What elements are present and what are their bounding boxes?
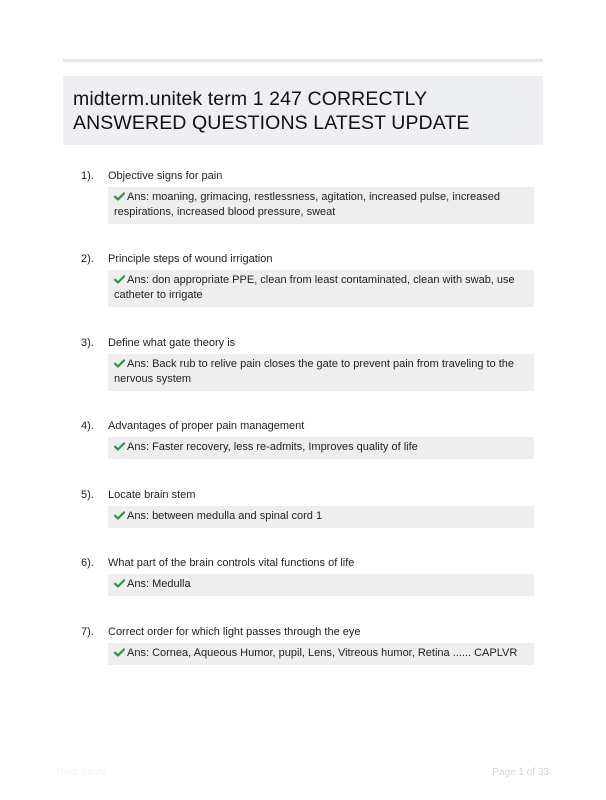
title-banner xyxy=(63,76,543,145)
answer-box xyxy=(108,506,534,528)
check-icon xyxy=(114,511,125,520)
footer-brand: Rest Study xyxy=(57,767,106,778)
check-icon xyxy=(114,648,125,657)
question-text: What part of the brain controls vital functions of life xyxy=(108,557,355,569)
question-number: 5). xyxy=(81,489,94,501)
question-number: 2). xyxy=(81,253,94,265)
answer-text: Ans: Faster recovery, less re-admits, Improves quality of life xyxy=(127,441,418,453)
answer-box xyxy=(108,354,534,391)
document-title: midterm.unitek term 1 247 CORRECTLY ANSWERED QUESTIONS LATEST UPDATE xyxy=(73,88,470,134)
question-number: 4). xyxy=(81,420,94,432)
top-divider xyxy=(63,59,543,62)
question-text: Correct order for which light passes through the eye xyxy=(108,626,361,638)
check-icon xyxy=(114,579,125,588)
answer-text: Ans: Medulla xyxy=(127,578,191,590)
answer-box xyxy=(108,574,534,596)
answer-text: Ans: moaning, grimacing, restlessness, agitation, increased pulse, increased respirations, increased blood pressure, sweat xyxy=(114,191,500,218)
question-text: Principle steps of wound irrigation xyxy=(108,253,273,265)
answer-text: Ans: Cornea, Aqueous Humor, pupil, Lens, Vitreous humor, Retina ...... CAPLVR xyxy=(127,647,518,659)
answer-box xyxy=(108,270,534,307)
answer-text: Ans: don appropriate PPE, clean from least contaminated, clean with swab, use catheter to irrigate xyxy=(114,274,515,301)
answer-box xyxy=(108,643,534,665)
question-number: 6). xyxy=(81,557,94,569)
answer-box xyxy=(108,187,534,224)
question-text: Define what gate theory is xyxy=(108,337,236,349)
question-text: Objective signs for pain xyxy=(108,170,223,182)
page-indicator: Page 1 of 33 xyxy=(492,767,549,778)
question-text: Advantages of proper pain management xyxy=(108,420,305,432)
question-number: 3). xyxy=(81,337,94,349)
question-number: 1). xyxy=(81,170,94,182)
question-number: 7). xyxy=(81,626,94,638)
check-icon xyxy=(114,275,125,284)
check-icon xyxy=(114,442,125,451)
question-text: Locate brain stem xyxy=(108,489,196,501)
answer-text: Ans: Back rub to relive pain closes the gate to prevent pain from traveling to the nervous system xyxy=(114,358,515,385)
answer-text: Ans: between medulla and spinal cord 1 xyxy=(127,510,323,522)
check-icon xyxy=(114,192,125,201)
answer-box xyxy=(108,437,534,459)
check-icon xyxy=(114,359,125,368)
